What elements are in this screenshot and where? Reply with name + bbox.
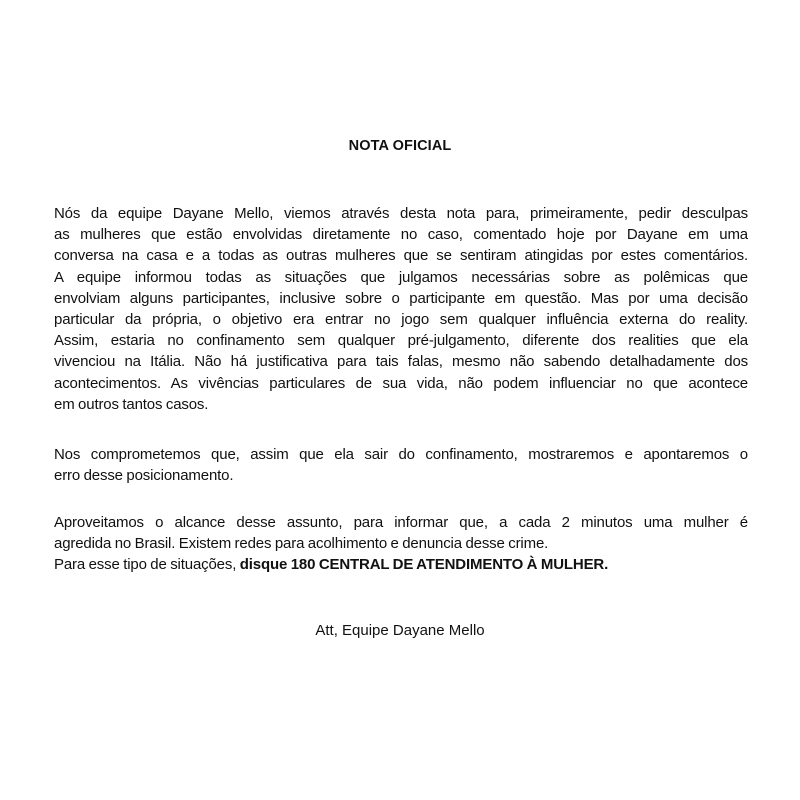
paragraph-commitment — [54, 444, 748, 486]
paragraph-line: erro desse posicionamento. — [54, 467, 234, 485]
paragraph-line: conversa na casa e a todas as outras mulheres que se sentiram atingidas por estes comentários. — [54, 247, 748, 265]
paragraph-line: Aproveitamos o alcance desse assunto, para informar que, a cada 2 minutos uma mulher é — [54, 514, 748, 531]
hotline-line — [54, 554, 748, 575]
hotline-number: disque 180 CENTRAL DE ATENDIMENTO À MULHER. — [239, 556, 609, 574]
paragraph-line: Assim, estaria no confinamento sem qualquer pré-julgamento, diferente dos realities que ela — [54, 332, 748, 350]
paragraph-line: envolviam alguns participantes, inclusive sobre o participante em questão. Mas por uma decisão — [54, 289, 748, 307]
paragraph-line: acontecimentos. As vivências particulares de sua vida, não podem influenciar no que acontece — [54, 374, 748, 392]
hotline-prefix: Para esse tipo de situações, — [54, 556, 240, 574]
paragraph-apology — [54, 203, 748, 415]
note-title: NOTA OFICIAL — [348, 138, 452, 154]
paragraph-line: em outros tantos casos. — [54, 395, 209, 413]
paragraph-line: as mulheres que estão envolvidas diretamente no caso, comentado hoje por Dayane em uma — [54, 226, 748, 244]
signature: Att, Equipe Dayane Mello — [315, 622, 485, 639]
paragraph-line: Nós da equipe Dayane Mello, viemos através desta nota para, primeiramente, pedir desculpas — [54, 205, 748, 222]
paragraph-line: agredida no Brasil. Existem redes para acolhimento e denuncia desse crime. — [54, 535, 549, 553]
paragraph-line: A equipe informou todas as situações que julgamos necessárias sobre as polêmicas que — [54, 268, 748, 286]
paragraph-line: particular da própria, o objetivo era entrar no jogo sem qualquer influência externa do reality. — [54, 311, 748, 329]
paragraph-awareness — [54, 512, 748, 576]
paragraph-line: Nos comprometemos que, assim que ela sair do confinamento, mostraremos e apontaremos o — [54, 446, 748, 463]
paragraph-line: vivenciou na Itália. Não há justificativa para tais falas, mesmo não sabendo detalhadamente dos — [54, 353, 748, 371]
